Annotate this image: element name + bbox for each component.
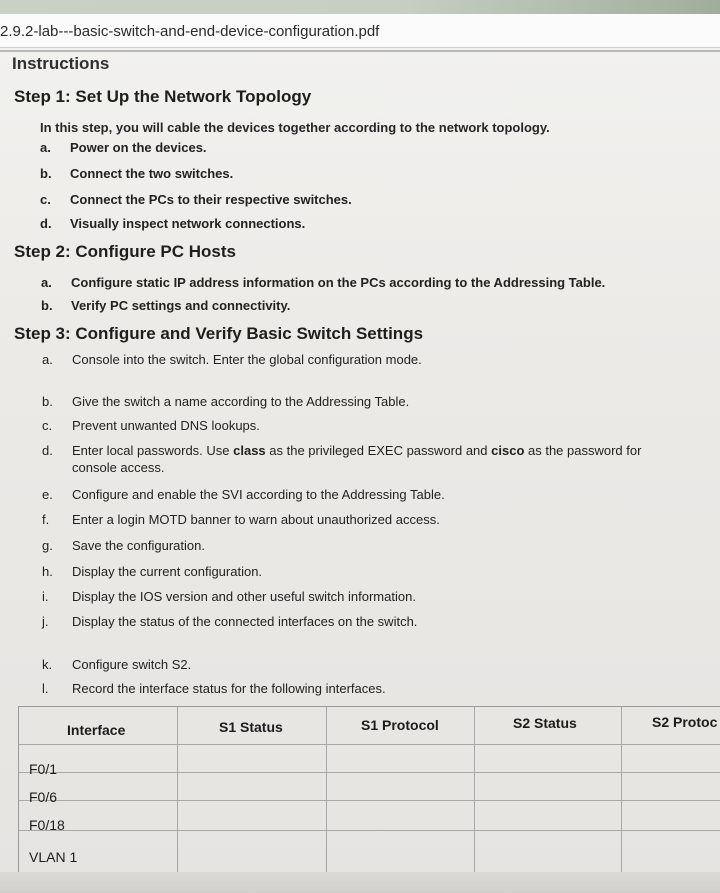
- list-marker: k.: [42, 657, 53, 672]
- header-s1-protocol: S1 Protocol: [327, 707, 475, 744]
- cell-s1-protocol: [327, 745, 475, 772]
- cell-s1-status: [178, 801, 327, 830]
- title-separator: [0, 50, 720, 52]
- cell-s1-protocol: [327, 801, 475, 830]
- list-item-text: Enter local passwords. Use class as the privileged EXEC password and cisco as the password for: [72, 443, 642, 458]
- list-item-text: Display the IOS version and other useful switch information.: [72, 589, 416, 604]
- list-item-text: Connect the two switches.: [70, 166, 234, 181]
- list-marker: a.: [41, 275, 52, 290]
- list-marker: b.: [40, 166, 52, 181]
- step2-title: Step 2: Configure PC Hosts: [14, 242, 236, 261]
- list-marker: a.: [40, 140, 51, 155]
- list-item-text: Visually inspect network connections.: [70, 216, 306, 231]
- list-marker: b.: [42, 394, 53, 409]
- bottom-edge: [0, 872, 720, 893]
- step1-title: Step 1: Set Up the Network Topology: [14, 87, 312, 106]
- table-row: [19, 831, 720, 873]
- cell-s1-status: [178, 745, 327, 772]
- top-edge-strip: [0, 0, 720, 14]
- list-marker: c.: [42, 418, 53, 433]
- list-marker: j.: [42, 614, 49, 629]
- list-marker: g.: [42, 538, 53, 553]
- step1-intro: In this step, you will cable the devices together according to the network topology.: [40, 120, 550, 135]
- cell-s1-status: [178, 831, 327, 872]
- list-item-text: Configure and enable the SVI according to the Addressing Table.: [72, 487, 445, 502]
- header-s2-protocol: S2 Protoc: [652, 714, 718, 730]
- list-marker: l.: [42, 681, 49, 696]
- cell-s1-status: [178, 773, 327, 800]
- cell-s2-protocol: [622, 745, 720, 772]
- list-item-text: Power on the devices.: [70, 140, 207, 155]
- header-interface: Interface: [19, 707, 178, 744]
- list-marker: h.: [42, 564, 53, 579]
- cell-s2-protocol: [622, 831, 720, 872]
- interface-status-table: [18, 706, 720, 872]
- list-item-text: Display the current configuration.: [72, 564, 263, 579]
- table-row: [19, 773, 720, 805]
- list-marker: i.: [42, 589, 49, 604]
- step3-title: Step 3: Configure and Verify Basic Switch Settings: [14, 324, 424, 343]
- list-marker: d.: [42, 443, 53, 458]
- list-item-text-line2: console access.: [72, 460, 165, 475]
- table-row: [19, 745, 720, 777]
- cell-interface: F0/18: [19, 801, 178, 830]
- list-item-text: Connect the PCs to their respective switches.: [70, 192, 352, 207]
- list-item-text: Configure static IP address information on the PCs according to the Addressing Table.: [71, 275, 606, 290]
- cell-s2-protocol: [622, 773, 720, 800]
- title-bar: [0, 14, 720, 48]
- list-item-text: Give the switch a name according to the Addressing Table.: [72, 394, 410, 409]
- header-s1-status: S1 Status: [178, 707, 327, 744]
- table-header-row: [19, 707, 720, 745]
- cell-interface: F0/6: [19, 773, 178, 800]
- list-marker: a.: [42, 352, 53, 367]
- document-filename: 2.9.2-lab---basic-switch-and-end-device-configuration.pdf: [0, 23, 380, 40]
- list-marker: f.: [42, 512, 50, 527]
- cell-s2-protocol: [622, 801, 720, 830]
- list-item-text: Configure switch S2.: [72, 657, 192, 672]
- list-item-text: Record the interface status for the following interfaces.: [72, 681, 386, 696]
- header-s2-status: S2 Status: [475, 707, 622, 744]
- cell-s2-status: [475, 801, 622, 830]
- cell-s1-protocol: [327, 773, 475, 800]
- list-item-text: Prevent unwanted DNS lookups.: [72, 418, 260, 433]
- instructions-heading: Instructions: [12, 54, 110, 73]
- cell-interface: F0/1: [19, 745, 178, 772]
- list-item-text: Verify PC settings and connectivity.: [71, 298, 291, 313]
- list-item-text: Enter a login MOTD banner to warn about unauthorized access.: [72, 512, 440, 527]
- cell-s2-status: [475, 773, 622, 800]
- table-row: [19, 801, 720, 831]
- list-item-text: Display the status of the connected interfaces on the switch.: [72, 614, 418, 629]
- list-item-text: Console into the switch. Enter the global configuration mode.: [72, 352, 422, 367]
- list-marker: e.: [42, 487, 53, 502]
- cell-s2-status: [475, 831, 622, 872]
- cell-s2-status: [475, 745, 622, 772]
- list-marker: c.: [40, 192, 51, 207]
- cell-s1-protocol: [327, 831, 475, 872]
- list-item-text: Save the configuration.: [72, 538, 205, 553]
- cell-interface: VLAN 1: [19, 831, 178, 872]
- list-marker: d.: [40, 216, 52, 231]
- list-marker: b.: [41, 298, 53, 313]
